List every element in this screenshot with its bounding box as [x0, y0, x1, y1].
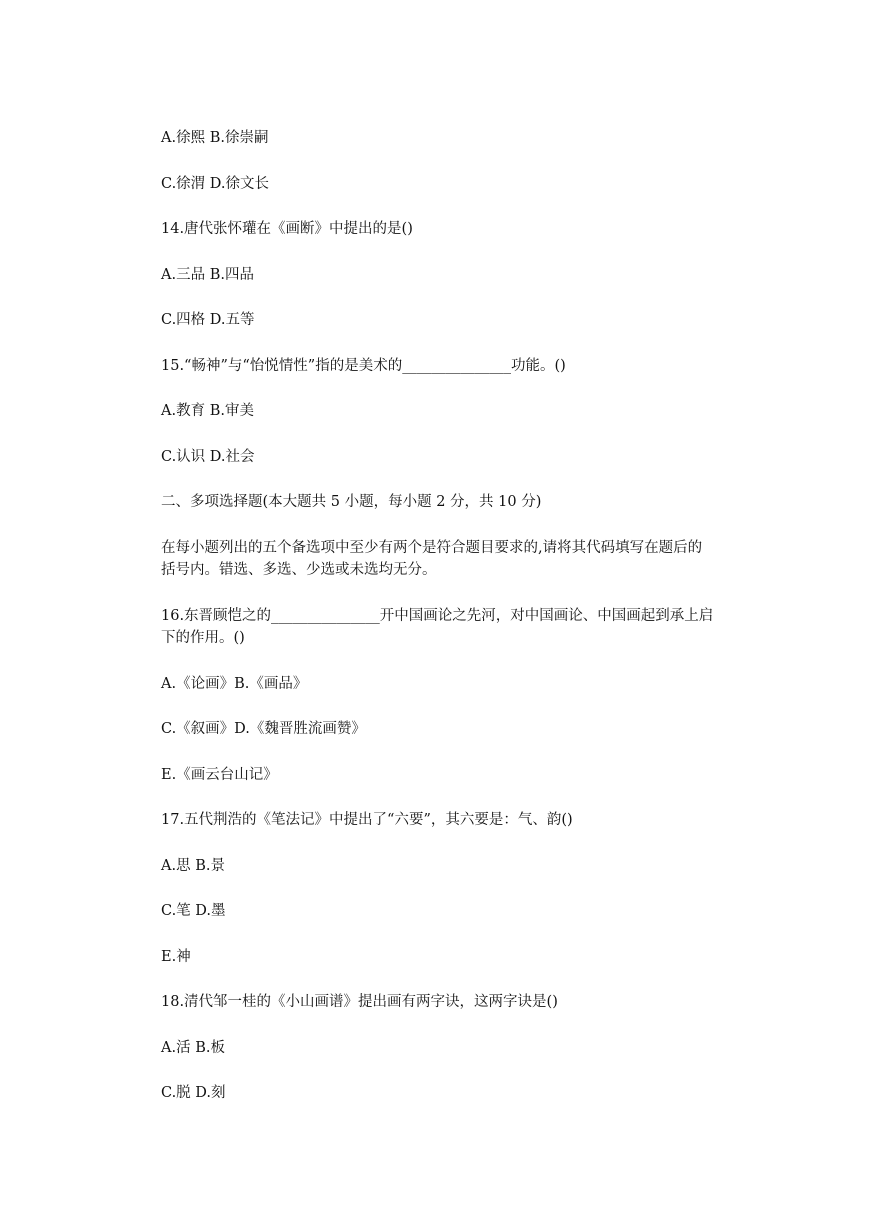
- q16-option-e: E.《画云台山记》: [161, 767, 278, 783]
- q13-options-ab: A.徐熙 B.徐崇嗣: [161, 130, 269, 146]
- section-instructions-line1: 在每小题列出的五个备选项中至少有两个是符合题目要求的,请将其代码填写在题后的: [161, 540, 703, 556]
- q15-options-cd: C.认识 D.社会: [161, 449, 255, 465]
- q16-options-cd: C.《叙画》D.《魏晋胜流画赞》: [161, 721, 366, 737]
- q17-options-ab: A.思 B.景: [161, 858, 225, 874]
- q18-question: 18.清代邹一桂的《小山画谱》提出画有两字诀，这两字诀是(): [161, 994, 558, 1010]
- q16-question-line2: 下的作用。(): [161, 630, 245, 646]
- q17-options-cd: C.笔 D.墨: [161, 903, 226, 919]
- section-heading: 二、多项选择题(本大题共 5 小题，每小题 2 分，共 10 分): [161, 494, 542, 510]
- q15-options-ab: A.教育 B.审美: [161, 403, 254, 419]
- q18-options-cd: C.脱 D.刻: [161, 1085, 226, 1101]
- q14-question: 14.唐代张怀瓘在《画断》中提出的是(): [161, 221, 413, 237]
- q14-options-ab: A.三品 B.四品: [161, 267, 254, 283]
- q16-question-line1: 16.东晋顾恺之的_______________开中国画论之先河，对中国画论、中国画起到承上启: [161, 608, 714, 624]
- q14-options-cd: C.四格 D.五等: [161, 312, 255, 328]
- q15-question: 15.“畅神”与“怡悦情性”指的是美术的_______________功能。(): [161, 358, 566, 374]
- q18-options-ab: A.活 B.板: [161, 1040, 225, 1056]
- section-instructions-line2: 括号内。错选、多选、少选或未选均无分。: [161, 562, 437, 578]
- q13-options-cd: C.徐渭 D.徐文长: [161, 176, 270, 192]
- q17-option-e: E.神: [161, 949, 191, 965]
- q16-options-ab: A.《论画》B.《画品》: [161, 676, 308, 692]
- q17-question: 17.五代荆浩的《笔法记》中提出了“六要”，其六要是：气、韵(): [161, 812, 573, 828]
